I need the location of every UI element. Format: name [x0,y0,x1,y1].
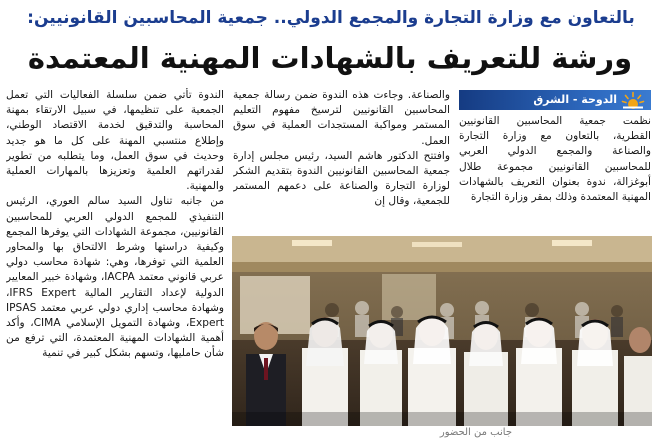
dateline-bar [459,90,651,110]
article-column-left [6,88,224,434]
paragraph: وافتتح الدكتور هاشم السيد، رئيس مجلس إدارة جمعية المحاسبين القانونيين الندوة بتقديم الشكر لوزارة التجارة والصناعة على دعمهم المستمر للجمعية، وقال إن [233,149,450,208]
paragraph: نظمت جمعية المحاسبين القانونيين القطرية، بالتعاون مع وزارة التجارة والصناعة والمجمع الدولي العربي للمحاسبين القانونيين مجموعة طلال أبوغزالة، ندوة بعنوان التعريف بالشهادات المهنية المعتمدة وذلك بمقر وزارة التجارة [459,115,651,204]
event-photo-illustration [232,236,652,439]
sun-logo-icon [621,91,645,109]
article-kicker: بالتعاون مع وزارة التجارة والمجمع الدولي.. جمعية المحاسبين القانونيين: [27,8,635,28]
photo-caption: جانب من الحضور [232,426,652,439]
article-column-right [459,114,651,230]
event-photo [232,236,652,439]
paragraph: الندوة تأتي ضمن سلسلة الفعاليات التي تعمل الجمعية على تنظيمها، في سبيل الارتقاء بمهنة المحاسبة والتدقيق لخدمة الاقتصاد الوطني، وإطلاع منتسبي المهنة على كل ما هو جديد وحديث في سوق العمل، وما يتطلبه من تطوير لقدراتهم العلمية وتعزيزها بالمهارات العملية والمهنية. [6,89,224,193]
article-headline: ورشة للتعريف بالشهادات المهنية المعتمدة [27,41,633,75]
dateline-text: الدوحة - الشرق [533,93,617,106]
article-column-middle [233,88,450,230]
paragraph: والصناعة. وجاءت هذه الندوة ضمن رسالة جمعية المحاسبين القانونيين لترسيخ مفهوم التعليم المستمر ومواكبة المستجدات العملية في سوق العمل. [233,89,450,147]
paragraph: من جانبه تناول السيد سالم العوري، الرئيس التنفيذي للمجمع الدولي العربي للمحاسبين القانونيين، مجموعة الشهادات التي يوفرها المجمع وكيفية دراستها وشرط الالتحاق بها والمحاور العلمية التي توفرها، وهي: شهادة محاسب دولي عربي قانوني معتمد IACPA، وشهادة خبير المعايير الدولية لإعداد التقارير المالية IFRS Expert، وشهادة محاسب إداري دولي عربي معتمد IPSAS Expert، وشهادة التمويل الإسلامي CIMA، وأكد أهمية الشهادات المهنية المعتمدة، التي ترفع من شأن حامليها، وتسهم بشكل كبير في تنمية [6,195,224,360]
